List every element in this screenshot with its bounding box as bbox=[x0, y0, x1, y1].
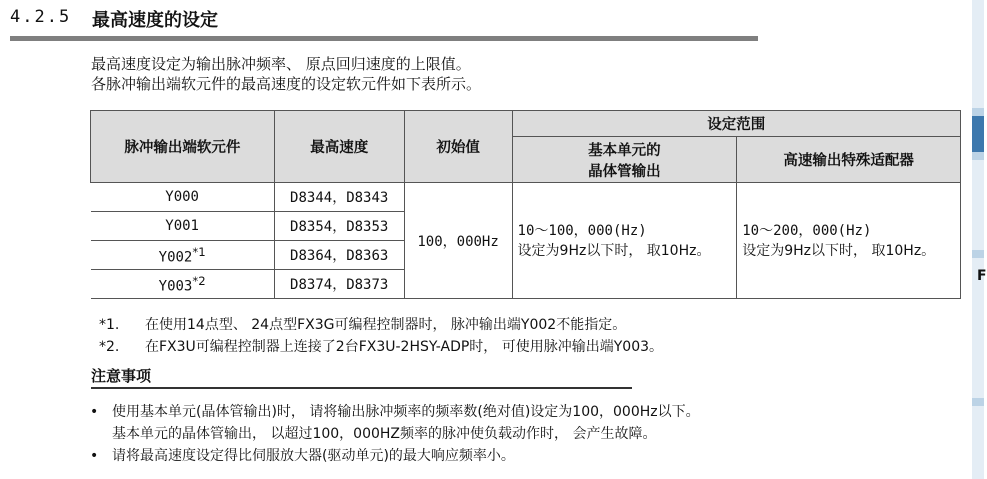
header-setting-range: 设定范围 bbox=[512, 111, 960, 137]
list-item bbox=[90, 445, 700, 467]
chapter-tab[interactable] bbox=[972, 406, 984, 479]
header-adapter: 高速输出特殊适配器 bbox=[737, 137, 961, 183]
footnote-mark: *1. bbox=[99, 317, 120, 333]
max-speed-table bbox=[90, 110, 961, 299]
intro-line: 各脉冲输出端软元件的最高速度的设定软元件如下表所示。 bbox=[91, 75, 482, 93]
speed-cell: D8354，D8353 bbox=[274, 212, 404, 241]
caution-divider bbox=[91, 387, 632, 389]
section-title: 最高速度的设定 bbox=[92, 10, 218, 31]
intro-line: 最高速度设定为输出脉冲频率、 原点回归速度的上限值。 bbox=[91, 55, 471, 73]
adapter-range-cell bbox=[737, 183, 961, 299]
list-item-text: 基本单元的晶体管输出， 以超过100，000HZ频率的脉冲使负载动作时， 会产生故障。 bbox=[112, 426, 657, 442]
footnote-ref: *2 bbox=[192, 273, 206, 288]
device-label: Y002 bbox=[158, 249, 193, 266]
caution-list bbox=[90, 401, 700, 467]
header-max-speed: 最高速度 bbox=[274, 111, 404, 183]
range-value: 10～100，000(Hz) bbox=[517, 222, 647, 239]
footnote-mark: *2. bbox=[99, 339, 120, 355]
header-device: 脉冲输出端软元件 bbox=[91, 111, 275, 183]
base-range-cell bbox=[512, 183, 737, 299]
device-label: Y001 bbox=[165, 218, 199, 234]
initial-value-cell: 100，000Hz bbox=[404, 183, 512, 299]
header-base-unit-line: 基本单元的 bbox=[588, 142, 661, 159]
range-note: 设定为9Hz以下时， 取10Hz。 bbox=[517, 242, 711, 259]
speed-cell: D8364，D8363 bbox=[274, 241, 404, 270]
list-item-text: 请将最高速度设定得比伺服放大器(驱动单元)的最大响应频率小。 bbox=[112, 448, 515, 464]
device-label: Y000 bbox=[165, 189, 199, 205]
device-cell bbox=[91, 212, 275, 241]
section-divider bbox=[10, 36, 758, 41]
bullet-icon: • bbox=[90, 404, 99, 420]
bullet-icon: • bbox=[90, 448, 99, 464]
list-item-text: 使用基本单元(晶体管输出)时， 请将输出脉冲频率的频率数(绝对值)设定为100，000Hz以下。 bbox=[112, 404, 700, 420]
range-note: 设定为9Hz以下时， 取10Hz。 bbox=[742, 242, 936, 259]
footnote-text: 在FX3U可编程控制器上连接了2台FX3U-2HSY-ADP时， 可使用脉冲输出端Y003。 bbox=[145, 339, 664, 355]
table-row bbox=[91, 183, 961, 212]
header-base-unit bbox=[512, 137, 737, 183]
header-initial-value: 初始值 bbox=[404, 111, 512, 183]
chapter-tab[interactable] bbox=[972, 0, 984, 108]
device-cell bbox=[91, 241, 275, 270]
list-item bbox=[90, 401, 700, 445]
caution-title: 注意事项 bbox=[91, 367, 152, 385]
footnote-text: 在使用14点型、 24点型FX3G可编程控制器时， 脉冲输出端Y002不能指定。 bbox=[145, 317, 627, 333]
footnote-ref: *1 bbox=[192, 244, 206, 259]
footnotes bbox=[99, 314, 663, 358]
section-header bbox=[10, 4, 758, 34]
speed-cell: D8344，D8343 bbox=[274, 183, 404, 212]
section-number: 4.2.5 bbox=[10, 7, 72, 27]
intro-paragraph bbox=[91, 54, 481, 94]
chapter-tab[interactable] bbox=[972, 160, 984, 250]
speed-cell: D8374，D8373 bbox=[274, 270, 404, 299]
header-base-unit-line: 晶体管输出 bbox=[588, 163, 661, 180]
device-label: Y003 bbox=[158, 278, 193, 295]
device-cell bbox=[91, 270, 275, 299]
device-cell bbox=[91, 183, 275, 212]
footnote bbox=[99, 314, 663, 336]
chapter-tab-letter: F bbox=[977, 268, 987, 284]
range-value: 10～200，000(Hz) bbox=[742, 222, 872, 239]
footnote bbox=[99, 336, 663, 358]
chapter-tab-active[interactable] bbox=[972, 116, 984, 152]
